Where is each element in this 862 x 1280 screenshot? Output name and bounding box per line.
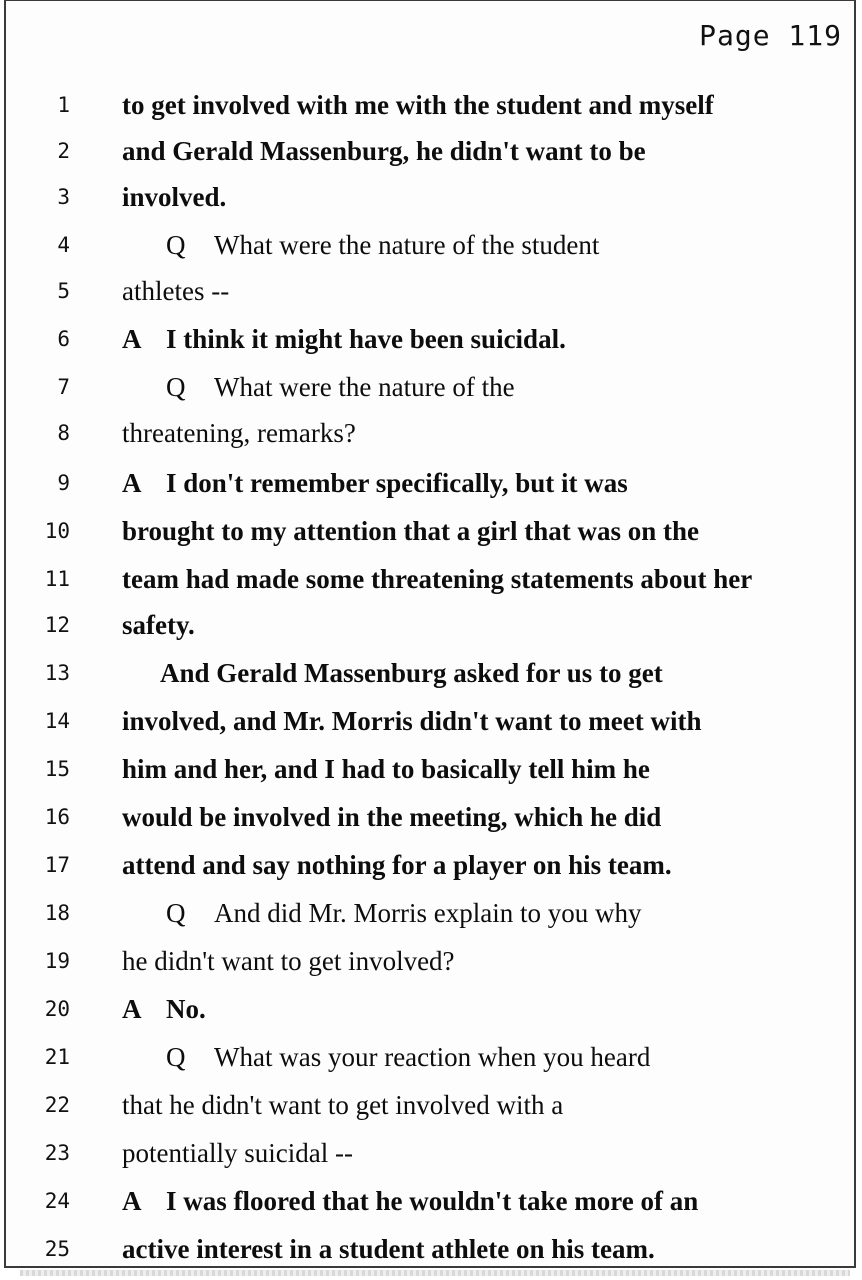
line-text: would be involved in the meeting, which he did — [122, 802, 662, 832]
transcript-line — [6, 799, 856, 847]
line-text-container — [122, 465, 628, 501]
transcript-line — [6, 561, 856, 609]
line-text: What were the nature of the student — [214, 230, 600, 260]
line-number: 23 — [44, 1141, 70, 1165]
line-number: 18 — [44, 901, 70, 925]
line-text-container — [160, 655, 663, 691]
transcript-line — [6, 751, 856, 799]
line-text: And Gerald Massenburg asked for us to get — [160, 658, 663, 688]
line-text-container — [122, 513, 699, 549]
transcript-line — [6, 415, 856, 463]
line-text-container — [122, 607, 195, 643]
line-text: active interest in a student athlete on his team. — [122, 1234, 655, 1264]
line-number: 3 — [57, 185, 70, 209]
line-number: 19 — [44, 949, 70, 973]
line-text-container — [122, 321, 566, 357]
line-text: brought to my attention that a girl that was on the — [122, 516, 700, 546]
line-number: 11 — [44, 567, 70, 591]
transcript-line — [6, 513, 856, 561]
question-marker: Q — [166, 898, 186, 928]
line-number: 13 — [44, 661, 70, 685]
answer-marker: A — [122, 1186, 142, 1216]
question-marker: Q — [166, 230, 186, 260]
line-number: 7 — [57, 375, 70, 399]
transcript-line — [6, 133, 856, 181]
line-text-container — [122, 179, 226, 215]
page-edge-shadow — [20, 1270, 850, 1276]
transcript-line — [6, 321, 856, 369]
line-number: 25 — [44, 1237, 70, 1261]
line-text-container — [122, 847, 672, 883]
transcript-line — [6, 87, 856, 135]
transcript-line — [6, 655, 856, 703]
line-text-container — [122, 751, 650, 787]
transcript-line — [6, 1183, 856, 1231]
line-number: 20 — [44, 997, 70, 1021]
line-number: 6 — [57, 327, 70, 351]
line-number: 24 — [44, 1189, 70, 1213]
line-text: he didn't want to get involved? — [122, 946, 455, 976]
line-number: 8 — [57, 421, 70, 445]
question-marker: Q — [166, 372, 186, 402]
line-text-container — [122, 415, 356, 451]
transcript-line — [6, 369, 856, 417]
transcript-line — [6, 607, 856, 655]
line-text: threatening, remarks? — [122, 418, 356, 448]
line-number: 21 — [44, 1045, 70, 1069]
transcript-line — [6, 273, 856, 321]
transcript-line — [6, 1039, 856, 1087]
line-text: and Gerald Massenburg, he didn't want to be — [122, 136, 646, 166]
line-number: 16 — [44, 805, 70, 829]
line-text: involved, and Mr. Morris didn't want to meet with — [122, 706, 702, 736]
transcript-line — [6, 703, 856, 751]
transcript-line — [6, 1135, 856, 1183]
answer-marker: A — [122, 994, 142, 1024]
transcript-line — [6, 179, 856, 227]
line-text-container — [166, 895, 641, 931]
line-text-container — [122, 1087, 563, 1123]
line-text-container — [122, 799, 661, 835]
line-text: potentially suicidal -- — [122, 1138, 353, 1168]
line-text-container — [122, 703, 702, 739]
transcript-line — [6, 465, 856, 513]
transcript-line — [6, 991, 856, 1039]
line-text-container — [122, 1183, 698, 1219]
line-text-container — [122, 561, 752, 597]
line-number: 4 — [57, 233, 70, 257]
line-number: 22 — [44, 1093, 70, 1117]
transcript-line — [6, 943, 856, 991]
line-text-container — [122, 87, 714, 123]
line-text: to get involved with me with the student and myself — [122, 90, 714, 120]
line-text: athletes -- — [122, 276, 230, 306]
page-number-label: Page 119 — [699, 19, 842, 52]
line-number: 1 — [57, 93, 70, 117]
line-text: No. — [166, 994, 206, 1024]
line-text: I was floored that he wouldn't take more of an — [166, 1186, 699, 1216]
line-number: 14 — [44, 709, 70, 733]
transcript-line — [6, 895, 856, 943]
line-number: 15 — [44, 757, 70, 781]
transcript-line — [6, 227, 856, 275]
answer-marker: A — [122, 324, 142, 354]
line-number: 12 — [44, 613, 70, 637]
line-text-container — [122, 1231, 655, 1267]
line-number: 10 — [44, 519, 70, 543]
line-text: I think it might have been suicidal. — [166, 324, 566, 354]
line-text: What was your reaction when you heard — [214, 1042, 651, 1072]
line-text: What were the nature of the — [214, 372, 515, 402]
line-text: him and her, and I had to basically tell him he — [122, 754, 650, 784]
line-text-container — [122, 273, 229, 309]
line-text-container — [122, 133, 646, 169]
question-marker: Q — [166, 1042, 186, 1072]
line-number: 17 — [44, 853, 70, 877]
transcript-page — [4, 0, 856, 1268]
line-text: involved. — [122, 182, 227, 212]
line-text: And did Mr. Morris explain to you why — [214, 898, 642, 928]
line-text: safety. — [122, 610, 195, 640]
line-text-container — [166, 227, 599, 263]
line-text-container — [122, 943, 455, 979]
line-text: team had made some threatening statements about her — [122, 564, 753, 594]
line-number: 9 — [57, 471, 70, 495]
transcript-line — [6, 847, 856, 895]
line-text: I don't remember specifically, but it was — [166, 468, 628, 498]
answer-marker: A — [122, 468, 142, 498]
line-text: that he didn't want to get involved with a — [122, 1090, 564, 1120]
line-number: 5 — [57, 279, 70, 303]
line-text: attend and say nothing for a player on his team. — [122, 850, 672, 880]
line-text-container — [166, 369, 515, 405]
line-text-container — [122, 991, 206, 1027]
line-text-container — [122, 1135, 353, 1171]
transcript-line — [6, 1087, 856, 1135]
line-number: 2 — [57, 139, 70, 163]
line-text-container — [166, 1039, 650, 1075]
